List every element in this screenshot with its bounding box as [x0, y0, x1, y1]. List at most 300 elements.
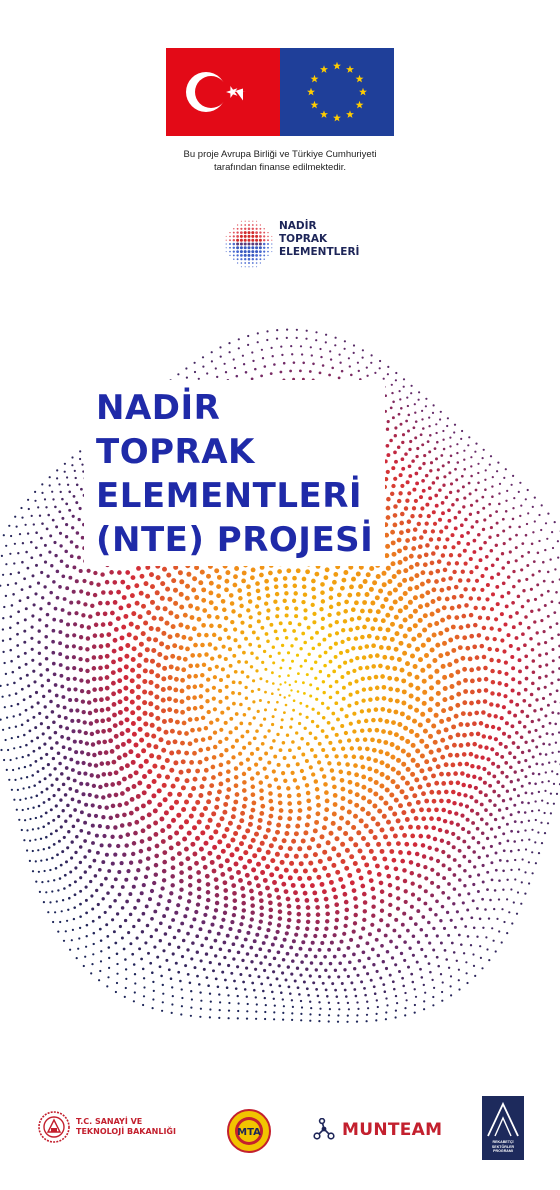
sphere-dot — [115, 814, 120, 819]
sphere-dot — [538, 540, 540, 542]
sphere-dot — [245, 371, 248, 374]
sphere-dot — [259, 573, 264, 578]
sphere-dot — [313, 828, 318, 833]
sphere-dot — [469, 634, 474, 639]
logo-dot — [236, 243, 239, 246]
sphere-dot — [463, 459, 465, 461]
sphere-dot — [432, 481, 436, 485]
sphere-dot — [386, 950, 390, 954]
sphere-dot — [71, 456, 73, 458]
sphere-dot — [238, 856, 243, 861]
sphere-dot — [260, 804, 265, 809]
sphere-dot — [340, 806, 345, 811]
sphere-dot — [194, 371, 196, 373]
sphere-dot — [242, 981, 245, 984]
sphere-dot — [176, 903, 180, 907]
sphere-dot — [479, 558, 483, 562]
sphere-dot — [414, 816, 419, 821]
sphere-dot — [40, 815, 43, 818]
sphere-dot — [181, 759, 186, 764]
sphere-dot — [418, 514, 422, 518]
sphere-dot — [124, 675, 129, 680]
sphere-dot — [152, 779, 157, 784]
sphere-dot — [141, 803, 146, 808]
sphere-dot — [366, 756, 371, 761]
sphere-dot — [105, 696, 110, 701]
sphere-dot — [397, 445, 401, 449]
sphere-dot — [367, 766, 372, 771]
sphere-dot — [421, 816, 426, 821]
sphere-dot — [245, 967, 248, 970]
sphere-dot — [131, 852, 135, 856]
sphere-dot — [419, 807, 424, 812]
sphere-dot — [37, 641, 40, 644]
sphere-dot — [551, 581, 554, 584]
sphere-dot — [405, 420, 408, 423]
sphere-dot — [101, 795, 105, 799]
sphere-dot — [223, 880, 228, 885]
sphere-dot — [406, 715, 411, 720]
sphere-dot — [19, 533, 21, 535]
sphere-dot — [171, 986, 173, 988]
sphere-dot — [341, 796, 346, 801]
sphere-dot — [201, 598, 206, 603]
sphere-dot — [458, 762, 463, 767]
sphere-dot — [161, 676, 166, 681]
sphere-dot — [159, 939, 162, 942]
sphere-dot — [528, 782, 531, 785]
sector-program-icon — [482, 1096, 524, 1140]
sphere-dot — [238, 338, 240, 340]
sphere-dot — [6, 717, 8, 719]
sphere-dot — [452, 595, 457, 600]
logo-dot — [236, 239, 239, 242]
sphere-dot — [441, 501, 445, 505]
sphere-dot — [88, 793, 92, 797]
sphere-dot — [268, 799, 273, 804]
sphere-dot — [384, 865, 389, 870]
logo-dot — [244, 254, 247, 257]
sphere-dot — [477, 633, 482, 638]
sphere-dot — [114, 793, 119, 798]
sphere-dot — [88, 614, 92, 618]
sphere-dot — [39, 554, 42, 557]
sphere-dot — [435, 643, 440, 648]
sphere-dot — [223, 956, 226, 959]
sphere-dot — [486, 871, 489, 874]
sphere-dot — [466, 982, 468, 984]
sphere-dot — [93, 943, 95, 945]
sphere-dot — [474, 786, 478, 790]
sphere-dot — [162, 783, 167, 788]
sphere-dot — [272, 646, 275, 649]
sphere-dot — [94, 794, 98, 798]
sphere-dot — [106, 761, 111, 766]
sphere-dot — [527, 512, 529, 514]
sphere-dot — [273, 998, 275, 1000]
sphere-dot — [482, 846, 485, 849]
sphere-dot — [266, 850, 271, 855]
sphere-dot — [524, 741, 527, 744]
sphere-dot — [448, 735, 453, 740]
sphere-dot — [16, 526, 18, 528]
sphere-dot — [43, 585, 46, 588]
sphere-dot — [470, 504, 473, 507]
sphere-dot — [155, 716, 160, 721]
sphere-dot — [197, 727, 202, 732]
sphere-dot — [273, 363, 276, 366]
sphere-dot — [57, 788, 60, 791]
sphere-dot — [365, 592, 370, 597]
sphere-dot — [420, 506, 424, 510]
sphere-dot — [414, 988, 416, 990]
sphere-dot — [203, 913, 207, 917]
sphere-dot — [441, 905, 445, 909]
sphere-dot — [315, 988, 318, 991]
sphere-dot — [70, 540, 74, 544]
sphere-dot — [180, 710, 185, 715]
sphere-dot — [112, 580, 117, 585]
sphere-dot — [405, 661, 410, 666]
sphere-dot — [458, 893, 461, 896]
sphere-dot — [70, 856, 73, 859]
sphere-dot — [61, 695, 65, 699]
sphere-dot — [101, 622, 106, 627]
sphere-dot — [331, 727, 335, 731]
sphere-dot — [485, 822, 489, 826]
sphere-dot — [349, 659, 353, 663]
sphere-dot — [62, 745, 66, 749]
sphere-dot — [124, 996, 126, 998]
sphere-dot — [347, 975, 350, 978]
sphere-dot — [422, 489, 426, 493]
sphere-dot — [475, 579, 479, 583]
sphere-dot — [246, 758, 250, 762]
sphere-dot — [74, 470, 76, 472]
sphere-dot — [206, 890, 211, 895]
sphere-dot — [408, 448, 411, 451]
sphere-dot — [161, 687, 166, 692]
sphere-dot — [335, 870, 340, 875]
sphere-dot — [493, 940, 495, 942]
sphere-dot — [412, 954, 415, 957]
sphere-dot — [280, 346, 282, 348]
sphere-dot — [347, 1002, 349, 1004]
sphere-dot — [316, 803, 321, 808]
sphere-dot — [315, 927, 319, 931]
sphere-dot — [246, 730, 250, 734]
sphere-dot — [385, 763, 390, 768]
sphere-dot — [17, 552, 19, 554]
sphere-dot — [165, 645, 170, 650]
sphere-dot — [292, 576, 297, 581]
sphere-dot — [239, 761, 243, 765]
sphere-dot — [218, 654, 222, 658]
sphere-dot — [524, 759, 527, 762]
sphere-dot — [434, 669, 439, 674]
sphere-dot — [317, 643, 321, 647]
sphere-dot — [220, 356, 222, 358]
sphere-dot — [453, 858, 457, 862]
sphere-dot — [449, 780, 454, 785]
sphere-dot — [85, 647, 89, 651]
sphere-dot — [358, 584, 363, 589]
sphere-dot — [547, 590, 550, 593]
sphere-dot — [168, 611, 173, 616]
sphere-dot — [476, 732, 481, 737]
sphere-dot — [387, 708, 392, 713]
sphere-dot — [93, 593, 97, 597]
sphere-dot — [164, 810, 169, 815]
sphere-dot — [249, 889, 254, 894]
sphere-dot — [171, 918, 175, 922]
sphere-dot — [306, 913, 311, 918]
sphere-dot — [230, 601, 235, 606]
sphere-dot — [433, 404, 435, 406]
sphere-dot — [514, 770, 517, 773]
sphere-dot — [449, 491, 452, 494]
sphere-dot — [447, 561, 451, 565]
sphere-dot — [431, 587, 436, 592]
sphere-dot — [463, 497, 466, 500]
sphere-dot — [417, 554, 422, 559]
sphere-dot — [218, 700, 222, 704]
sphere-dot — [49, 476, 51, 478]
sphere-dot — [310, 961, 314, 965]
sphere-dot — [145, 904, 149, 908]
sphere-dot — [291, 999, 293, 1001]
logo-dot — [229, 232, 230, 233]
sphere-dot — [117, 668, 122, 673]
sphere-dot — [151, 734, 156, 739]
sphere-dot — [509, 550, 512, 553]
sphere-dot — [433, 837, 437, 841]
project-logo-text — [279, 220, 359, 259]
sphere-dot — [401, 441, 404, 444]
sphere-dot — [395, 379, 397, 381]
sphere-dot — [209, 581, 214, 586]
sphere-dot — [188, 866, 193, 871]
sphere-dot — [408, 464, 412, 468]
sphere-dot — [55, 694, 59, 698]
sphere-dot — [184, 731, 189, 736]
sphere-dot — [172, 643, 177, 648]
sphere-dot — [311, 587, 316, 592]
sphere-dot — [228, 949, 232, 953]
sphere-dot — [71, 840, 74, 843]
sphere-dot — [489, 464, 491, 466]
sphere-dot — [206, 799, 211, 804]
sphere-dot — [366, 367, 368, 369]
sphere-dot — [238, 645, 242, 649]
sphere-dot — [64, 793, 68, 797]
sphere-dot — [44, 646, 48, 650]
sphere-dot — [271, 671, 274, 674]
sphere-dot — [443, 927, 446, 930]
sphere-dot — [162, 850, 167, 855]
sphere-dot — [201, 856, 206, 861]
sphere-dot — [390, 492, 394, 496]
sphere-dot — [225, 858, 230, 863]
sphere-dot — [534, 729, 537, 732]
sphere-dot — [111, 670, 116, 675]
sphere-dot — [67, 484, 69, 486]
sphere-dot — [250, 652, 254, 656]
sphere-dot — [334, 902, 339, 907]
sphere-dot — [270, 372, 273, 375]
sphere-dot — [326, 995, 329, 998]
sphere-dot — [230, 838, 235, 843]
sphere-dot — [74, 893, 77, 896]
sphere-dot — [553, 803, 555, 805]
sphere-dot — [379, 645, 384, 650]
sphere-dot — [131, 611, 136, 616]
sphere-dot — [116, 844, 120, 848]
sphere-dot — [248, 974, 251, 977]
sphere-dot — [213, 745, 217, 749]
sphere-dot — [530, 610, 533, 613]
sphere-dot — [325, 341, 327, 343]
sphere-dot — [140, 958, 143, 961]
sphere-dot — [474, 451, 476, 453]
sphere-dot — [39, 607, 42, 610]
sphere-dot — [129, 861, 133, 865]
sphere-dot — [415, 763, 420, 768]
sphere-dot — [408, 600, 413, 605]
sphere-dot — [470, 916, 473, 919]
sphere-dot — [436, 934, 439, 937]
sphere-dot — [149, 680, 154, 685]
sphere-dot — [348, 357, 350, 359]
sphere-dot — [234, 775, 239, 780]
sphere-dot — [551, 637, 554, 640]
sphere-dot — [3, 534, 5, 536]
sphere-dot — [482, 734, 486, 738]
sphere-dot — [183, 914, 187, 918]
project-logo-icon — [223, 214, 275, 278]
sphere-dot — [318, 1020, 320, 1022]
sphere-dot — [532, 670, 536, 674]
sphere-dot — [168, 968, 171, 971]
sphere-dot — [425, 590, 430, 595]
sphere-dot — [397, 499, 401, 503]
sphere-dot — [92, 953, 94, 955]
sphere-dot — [143, 722, 148, 727]
sphere-dot — [188, 717, 193, 722]
sphere-dot — [491, 485, 493, 487]
sphere-dot — [74, 880, 77, 883]
sphere-dot — [325, 904, 330, 909]
sphere-dot — [431, 826, 436, 831]
sphere-dot — [504, 745, 508, 749]
sphere-dot — [337, 826, 342, 831]
sphere-dot — [365, 941, 369, 945]
sphere-dot — [172, 995, 174, 997]
sphere-dot — [401, 457, 405, 461]
sphere-dot — [357, 720, 361, 724]
sphere-dot — [366, 1001, 368, 1003]
sphere-dot — [23, 641, 26, 644]
sphere-dot — [477, 511, 480, 514]
sphere-dot — [199, 1016, 201, 1018]
sphere-dot — [194, 717, 199, 722]
logo-dot — [241, 224, 243, 226]
sphere-dot — [354, 679, 358, 683]
sphere-dot — [548, 780, 550, 782]
sphere-dot — [116, 590, 121, 595]
sphere-dot — [229, 664, 233, 668]
sphere-dot — [215, 901, 219, 905]
sphere-dot — [452, 801, 456, 805]
logo-dot — [240, 246, 243, 249]
sphere-dot — [190, 1015, 192, 1017]
sphere-dot — [45, 836, 48, 839]
sphere-dot — [151, 793, 156, 798]
sphere-dot — [363, 909, 367, 913]
sphere-dot — [406, 999, 408, 1001]
sphere-dot — [319, 348, 321, 350]
sphere-dot — [427, 846, 431, 850]
sphere-dot — [96, 582, 100, 586]
sphere-dot — [65, 726, 69, 730]
sphere-dot — [313, 852, 318, 857]
sphere-dot — [449, 437, 451, 439]
logo-dot — [251, 246, 254, 249]
logo-dot — [244, 243, 247, 246]
logo-dot — [233, 243, 236, 246]
sphere-dot — [458, 510, 462, 514]
sphere-dot — [405, 499, 409, 503]
sphere-dot — [98, 676, 103, 681]
logo-dot — [237, 224, 238, 225]
sphere-dot — [233, 906, 237, 910]
sphere-dot — [511, 688, 515, 692]
sphere-dot — [390, 530, 395, 535]
sphere-dot — [377, 872, 382, 877]
sphere-dot — [547, 802, 549, 804]
sphere-dot — [178, 895, 182, 899]
sphere-dot — [344, 348, 346, 350]
sphere-dot — [401, 467, 405, 471]
sphere-dot — [435, 569, 440, 574]
sphere-dot — [262, 941, 266, 945]
sphere-dot — [391, 956, 394, 959]
sphere-dot — [206, 677, 210, 681]
sphere-dot — [138, 764, 143, 769]
sphere-dot — [324, 651, 328, 655]
sphere-dot — [534, 520, 536, 522]
logo-dot — [251, 235, 254, 238]
sphere-dot — [39, 515, 41, 517]
sphere-dot — [453, 887, 457, 891]
sphere-dot — [185, 367, 187, 369]
sphere-dot — [79, 876, 82, 879]
sphere-dot — [341, 787, 346, 792]
sphere-dot — [438, 828, 442, 832]
sphere-dot — [307, 806, 312, 811]
sphere-dot — [215, 665, 219, 669]
sphere-dot — [377, 809, 382, 814]
sphere-dot — [303, 830, 308, 835]
sphere-dot — [416, 800, 421, 805]
sphere-dot — [506, 490, 508, 492]
sphere-dot — [322, 850, 327, 855]
sphere-dot — [265, 886, 270, 891]
sphere-dot — [288, 986, 291, 989]
sphere-dot — [329, 696, 333, 700]
sphere-dot — [534, 598, 537, 601]
sphere-dot — [443, 686, 448, 691]
